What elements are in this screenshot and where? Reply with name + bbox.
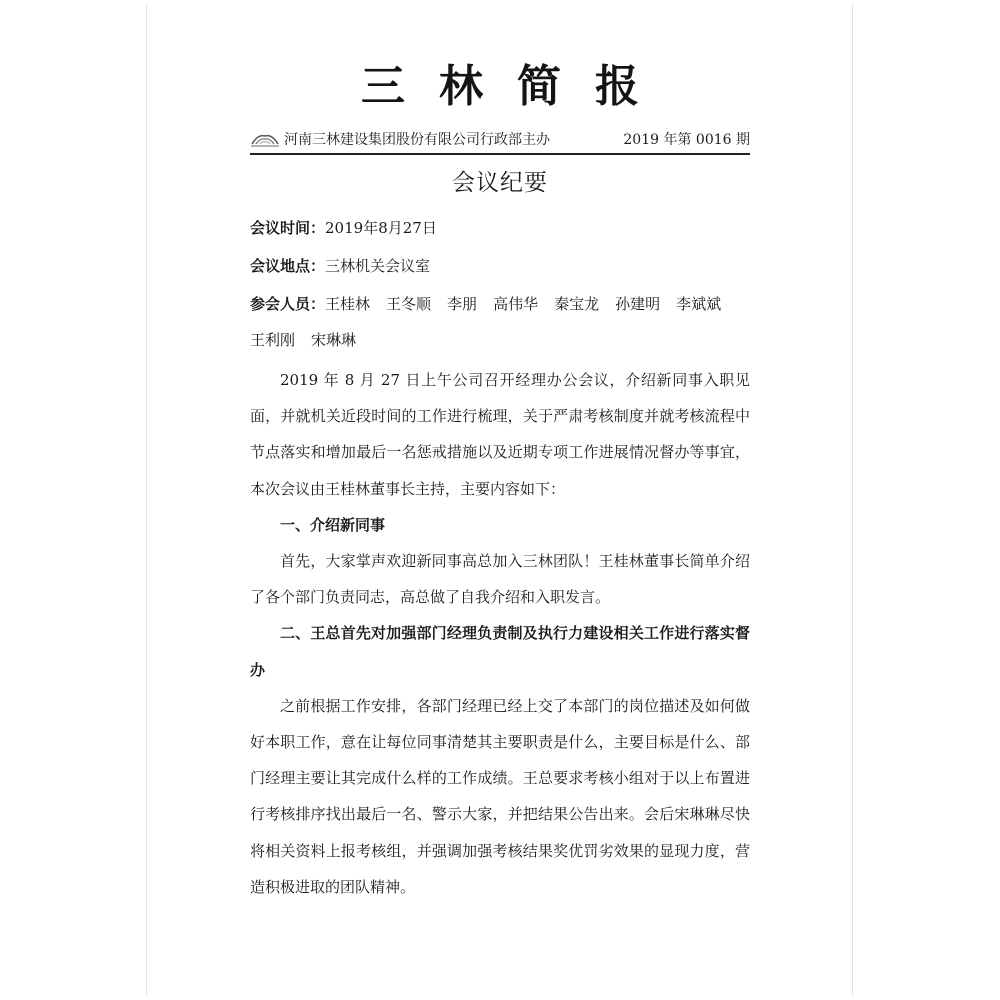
- meeting-minutes-body: [250, 362, 750, 905]
- meeting-location-row: [250, 248, 750, 284]
- attendee-name: 李朋: [447, 295, 478, 313]
- attendees-row: [250, 286, 750, 358]
- attendee-name: 王桂林: [325, 295, 371, 313]
- attendee-name: 秦宝龙: [554, 295, 600, 313]
- section-2-paragraph: 之前根据工作安排，各部门经理已经上交了本部门的岗位描述及如何做好本职工作，意在让每位同事清楚其主要职责是什么，主要目标是什么、部门经理主要让其完成什么样的工作成绩。王总要求考核小组对于以上布置进行考核排序找出最后一名、警示大家，并把结果公告出来。会后宋琳琳尽快将相关资料上报考核组，并强调加强考核结果奖优罚劣效果的显现力度，营造积极进取的团队精神。: [250, 696, 750, 896]
- meeting-location-label: 会议地点：: [250, 257, 326, 275]
- meeting-time-row: [250, 210, 750, 246]
- section-1-heading: 一、介绍新同事: [280, 515, 386, 534]
- masthead-rule: [250, 153, 750, 155]
- masthead-subline: [250, 128, 750, 152]
- masthead-title: 三林简报: [361, 61, 673, 112]
- company-logo-icon: [250, 130, 280, 150]
- issue-number: 2019 年第 0016 期: [623, 132, 750, 148]
- attendee-name: 王冬顺: [386, 295, 432, 313]
- attendee-name: 王利刚: [250, 331, 296, 349]
- organizer-text: 河南三林建设集团股份有限公司行政部主办: [284, 132, 550, 148]
- section-1-paragraph: 首先，大家掌声欢迎新同事高总加入三林团队！王桂林董事长简单介绍了各个部门负责同志，高总做了自我介绍和入职发言。: [250, 552, 750, 607]
- organizer-block: [250, 128, 550, 152]
- section-2-heading: 二、王总首先对加强部门经理负责制及执行力建设相关工作进行落实督办: [250, 624, 750, 679]
- attendee-name: 高伟华: [493, 295, 539, 313]
- attendees-label: 参会人员：: [250, 295, 326, 313]
- attendee-name: 宋琳琳: [311, 331, 357, 349]
- meeting-location-value: 三林机关会议室: [325, 257, 431, 275]
- attendee-name: 李斌斌: [676, 295, 722, 313]
- document-title: 会议纪要: [452, 170, 548, 196]
- meeting-time-label: 会议时间：: [250, 219, 326, 237]
- page-edge-left: [146, 4, 147, 996]
- page-edge-right: [852, 4, 853, 996]
- meeting-time-value: 2019年8月27日: [325, 219, 437, 237]
- intro-paragraph: 2019 年 8 月 27 日上午公司召开经理办公会议，介绍新同事入职见面，并就机关近段时间的工作进行梳理，关于严肃考核制度并就考核流程中节点落实和增加最后一名惩戒措施以及近期专项工作进展情况督办等事宜，本次会议由王桂林董事长主持，主要内容如下：: [250, 371, 750, 498]
- attendee-name: 孙建明: [615, 295, 661, 313]
